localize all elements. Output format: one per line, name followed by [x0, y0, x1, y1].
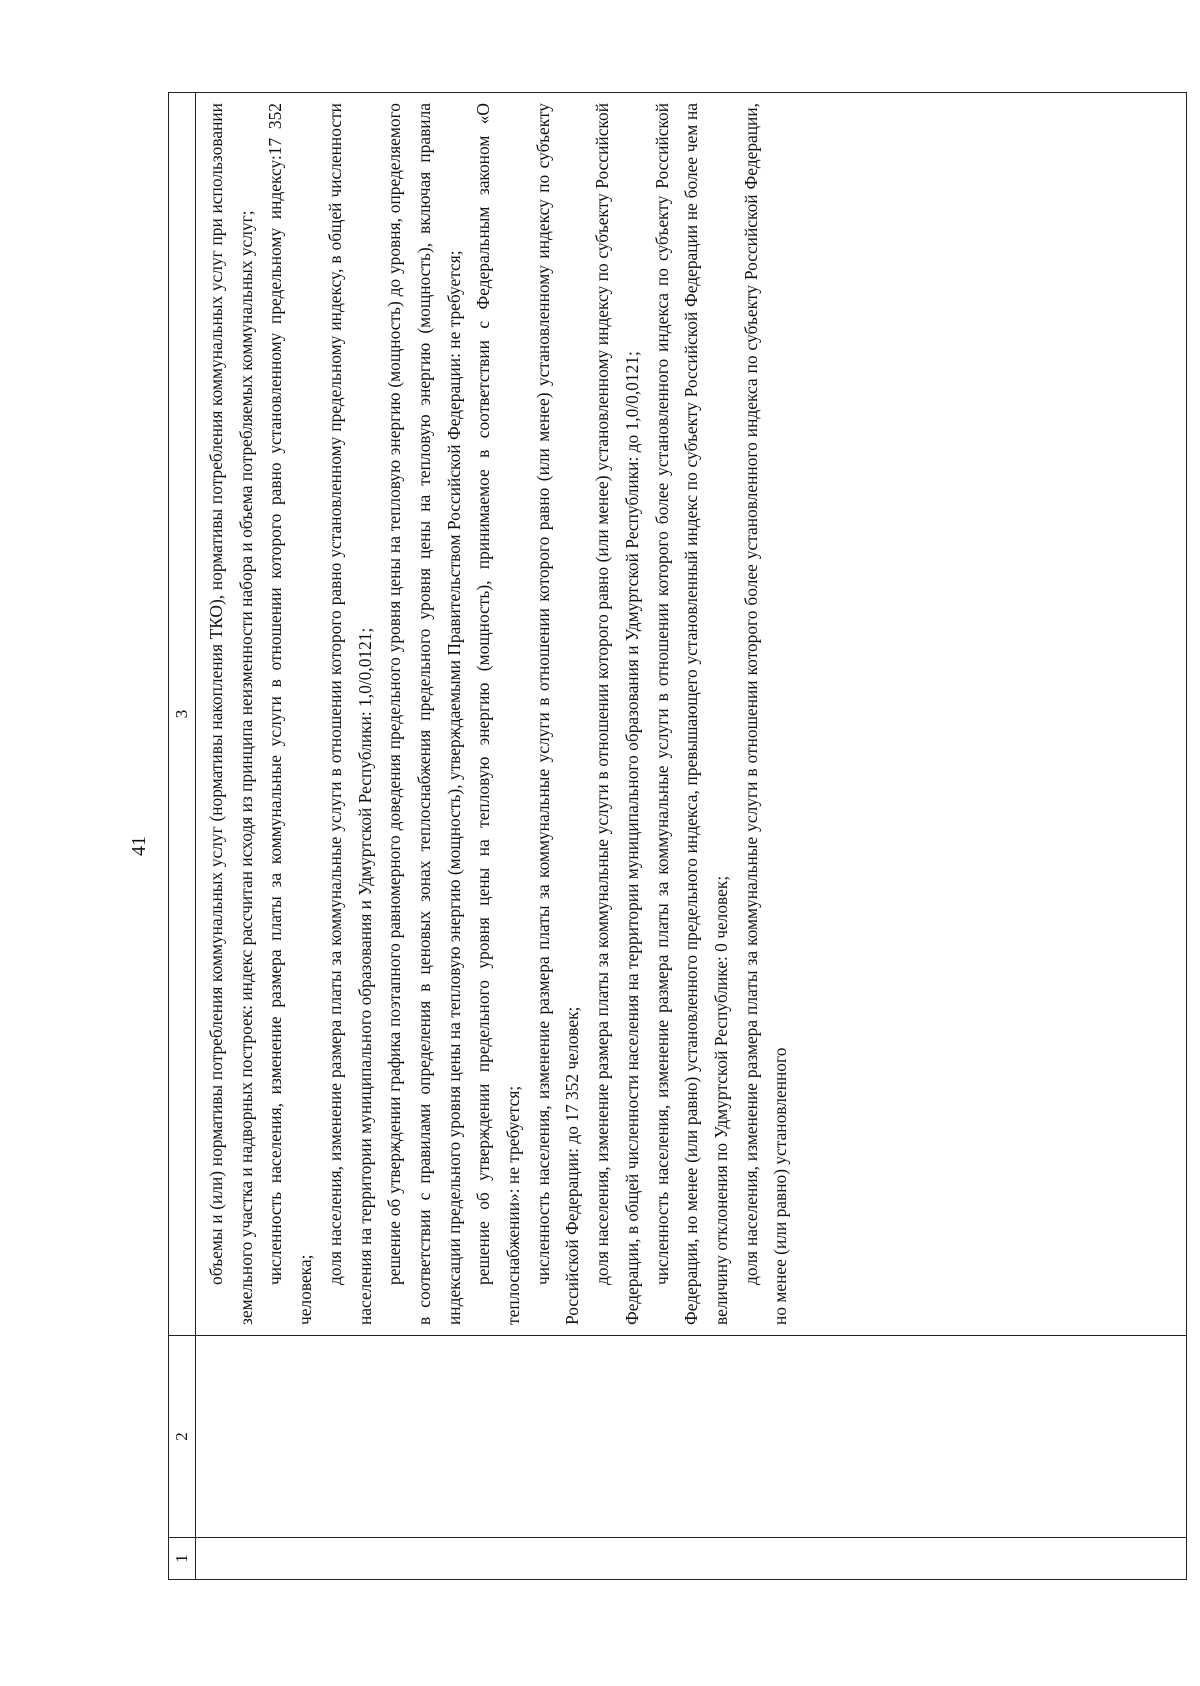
column-header-3: 3 — [169, 93, 196, 1336]
cell-text-block — [196, 93, 796, 1335]
paragraph-population-equal: численность населения, изменение размера платы за коммунальные услуги в отношении которого равно установленному предельному индексу:17 352 человека; — [265, 103, 316, 1325]
cell-col-1 — [196, 1538, 1187, 1580]
paragraph-population-less: численность населения, изменение размера платы за коммунальные услуги в отношении которого равно (или менее) установленному индексу по субъекту Российской Федерации: до 17 352 человек; — [532, 103, 583, 1325]
paragraph-share-more: доля населения, изменение размера платы за коммунальные услуги в отношении которого более установленного индекса по субъекту Российской Федерации, но менее (или равно) установленного — [740, 103, 791, 1325]
page-number: 41 — [128, 836, 150, 856]
table-header-row — [169, 93, 196, 1580]
paragraph-share-less: доля населения, изменение размера платы за коммунальные услуги в отношении которого равно (или менее) установленному индексу по субъекту Российской Федерации, в общей численности населения на территории муниципального образования и Удмуртской Республики: до 1,0/0,0121; — [592, 103, 642, 1325]
column-header-2: 2 — [169, 1336, 196, 1538]
paragraph-share-equal: доля населения, изменение размера платы за коммунальные услуги в отношении которого равно установленному предельному индексу, в общей численности населения на территории муниципального образования и Удмуртской Республики: 1,0/0,0121; — [324, 103, 375, 1325]
cell-col-3 — [196, 93, 1187, 1336]
cell-col-2 — [196, 1336, 1187, 1538]
paragraph-population-more: численность населения, изменение размера платы за коммунальные услуги в отношении которого более установленного индекса по субъекту Российской Федерации, но менее (или равно) установленного предельного индекса, превышающего установленный индекс по субъекту Российской Федерации не более чем на величину отклонения по Удмуртской Республике: 0 человек; — [651, 103, 731, 1325]
column-header-1: 1 — [169, 1538, 196, 1580]
paragraph-volumes: объемы и (или) нормативы потребления коммунальных услуг (нормативы накопления ТКО), нормативы потребления коммунальных услуг при использовании земельного участка и надворных построек: индекс рассчитан исходя из принципа неизменности набора и объема потребляемых коммунальных услуг; — [206, 103, 256, 1325]
document-table — [168, 92, 1187, 1580]
paragraph-heat-price: решение об утверждении предельного уровня цены на тепловую энергию (мощность), принимаемое в соответствии с Федеральным законом «О теплоснабжении»: не требуется; — [473, 103, 524, 1325]
paragraph-heat-schedule: решение об утверждении графика поэтапного равномерного доведения предельного уровня цены на тепловую энергию (мощность) до уровня, определяемого в соответствии с правилами определения в ценовых зонах теплоснабжения предельного уровня цены на тепловую энергию (мощность), включая правила индексации предельного уровня цены на тепловую энергию (мощность), утверждаемыми Правительством Российской Федерации: не требуется; — [384, 103, 464, 1325]
table-row — [196, 93, 1187, 1580]
